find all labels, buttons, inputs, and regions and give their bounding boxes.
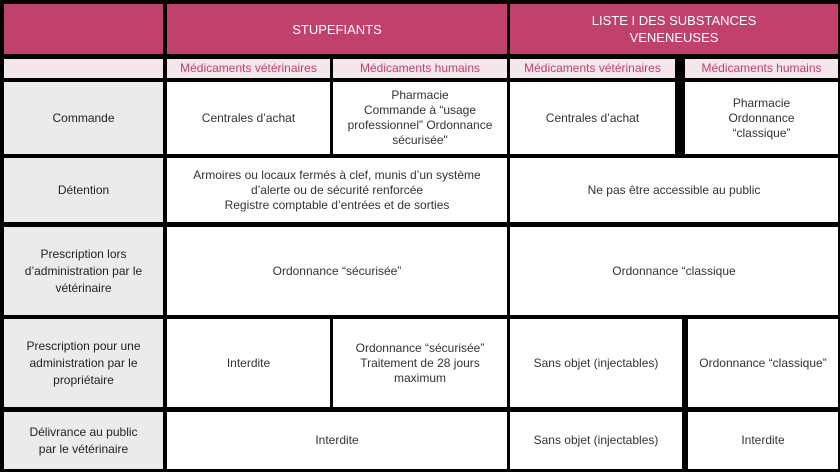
commande-l1-vet-text: Centrales d’achat bbox=[545, 110, 640, 125]
detention-stup-line2: d’alerte ou de sécurité renforcée bbox=[250, 182, 424, 197]
row-label-prescription-prop bbox=[4, 319, 163, 407]
prescription-prop-stup-hum-line2: Traitement de 28 jours bbox=[360, 355, 480, 370]
detention-stup-line3: Registre comptable d’entrées et de sorties bbox=[224, 197, 450, 212]
row-label-prescription-prop-line2: administration par le bbox=[29, 355, 138, 370]
subheader-l1-vet bbox=[510, 59, 675, 78]
row-label-prescription-prop-line1: Prescription pour une bbox=[26, 338, 141, 353]
detention-l1 bbox=[510, 158, 838, 222]
prescription-prop-l1-vet-text: Sans objet (injectables) bbox=[533, 355, 659, 370]
commande-stup-hum-line4: sécurisée" bbox=[392, 133, 448, 147]
table-corner bbox=[4, 4, 163, 54]
prescription-prop-stup-hum-line1: Ordonnance “sécurisée” bbox=[355, 340, 485, 355]
subheader-blank bbox=[4, 59, 163, 78]
prescription-vet-stup bbox=[167, 227, 507, 315]
prescription-prop-stup-hum-line3: maximum bbox=[393, 370, 446, 385]
row-label-prescription-prop-line3: propriétaire bbox=[53, 372, 114, 387]
header-liste1-line1: LISTE I DES SUBSTANCES bbox=[591, 13, 757, 28]
row-label-delivrance bbox=[4, 412, 163, 469]
commande-l1-hum-line3: “classique” bbox=[732, 125, 791, 140]
header-liste1-line2: VENENEUSES bbox=[629, 30, 719, 45]
row-label-delivrance-line1: Délivrance au public bbox=[29, 424, 138, 439]
header-stupefiants-text: STUPEFIANTS bbox=[292, 21, 382, 37]
commande-l1-hum-line1: Pharmacie bbox=[732, 95, 791, 110]
commande-stup-hum-line2: Commande à “usage bbox=[363, 103, 477, 117]
subheader-l1-hum bbox=[685, 59, 838, 78]
prescription-prop-l1-hum-text: Ordonnance “classique” bbox=[699, 355, 827, 370]
detention-stup-line1: Armoires ou locaux fermés à clef, munis d’un système bbox=[193, 167, 481, 182]
row-label-delivrance-line2: par le vétérinaire bbox=[38, 441, 129, 456]
prescription-prop-stup-vet-text: Interdite bbox=[226, 355, 271, 370]
delivrance-l1-vet bbox=[510, 412, 682, 469]
prescription-prop-l1-vet bbox=[510, 319, 682, 407]
commande-l1-hum bbox=[685, 82, 838, 154]
subheader-stup-hum-text: Médicaments humains bbox=[359, 61, 481, 75]
commande-l1-vet bbox=[510, 82, 675, 154]
delivrance-stup-text: Interdite bbox=[315, 433, 359, 447]
row-label-commande-text: Commande bbox=[52, 110, 115, 125]
row-label-prescription-vet bbox=[4, 227, 163, 315]
prescription-vet-stup-text: Ordonnance “sécurisée” bbox=[272, 263, 402, 278]
row-label-commande bbox=[4, 82, 163, 154]
subheader-l1-vet-text: Médicaments vétérinaires bbox=[524, 61, 661, 75]
delivrance-l1-hum bbox=[688, 412, 838, 469]
row-label-prescription-vet-line1: Prescription lors bbox=[40, 246, 127, 261]
subheader-l1-hum-text: Médicaments humains bbox=[701, 61, 822, 75]
header-liste1 bbox=[510, 4, 838, 54]
row-label-prescription-vet-line2: d’administration par le bbox=[24, 263, 143, 278]
commande-stup-hum bbox=[333, 82, 507, 154]
commande-stup-vet bbox=[167, 82, 330, 154]
subheader-stup-hum bbox=[333, 59, 507, 78]
row-label-detention bbox=[4, 158, 163, 222]
delivrance-l1-vet-text: Sans objet (injectables) bbox=[533, 433, 659, 447]
prescription-vet-l1-text: Ordonnance “classique bbox=[612, 263, 736, 278]
prescription-prop-l1-hum bbox=[688, 319, 838, 407]
commande-stup-hum-line3: professionnel” Ordonnance bbox=[347, 118, 493, 132]
prescription-vet-l1 bbox=[510, 227, 838, 315]
delivrance-stup bbox=[167, 412, 507, 469]
detention-stup bbox=[167, 158, 507, 222]
commande-l1-hum-line2: Ordonnance bbox=[728, 110, 795, 125]
row-label-detention-text: Détention bbox=[57, 182, 110, 197]
commande-stup-hum-line1: Pharmacie bbox=[391, 88, 449, 102]
delivrance-l1-hum-text: Interdite bbox=[741, 433, 785, 447]
subheader-stup-vet-text: Médicaments vétérinaires bbox=[180, 61, 317, 75]
subheader-stup-vet bbox=[167, 59, 330, 78]
prescription-prop-stup-vet bbox=[167, 319, 330, 407]
header-stupefiants bbox=[167, 4, 507, 54]
prescription-prop-stup-hum bbox=[333, 319, 507, 407]
commande-stup-vet-text: Centrales d’achat bbox=[201, 110, 296, 125]
row-label-prescription-vet-line3: vétérinaire bbox=[55, 280, 112, 295]
detention-l1-text: Ne pas être accessible au public bbox=[587, 182, 761, 197]
